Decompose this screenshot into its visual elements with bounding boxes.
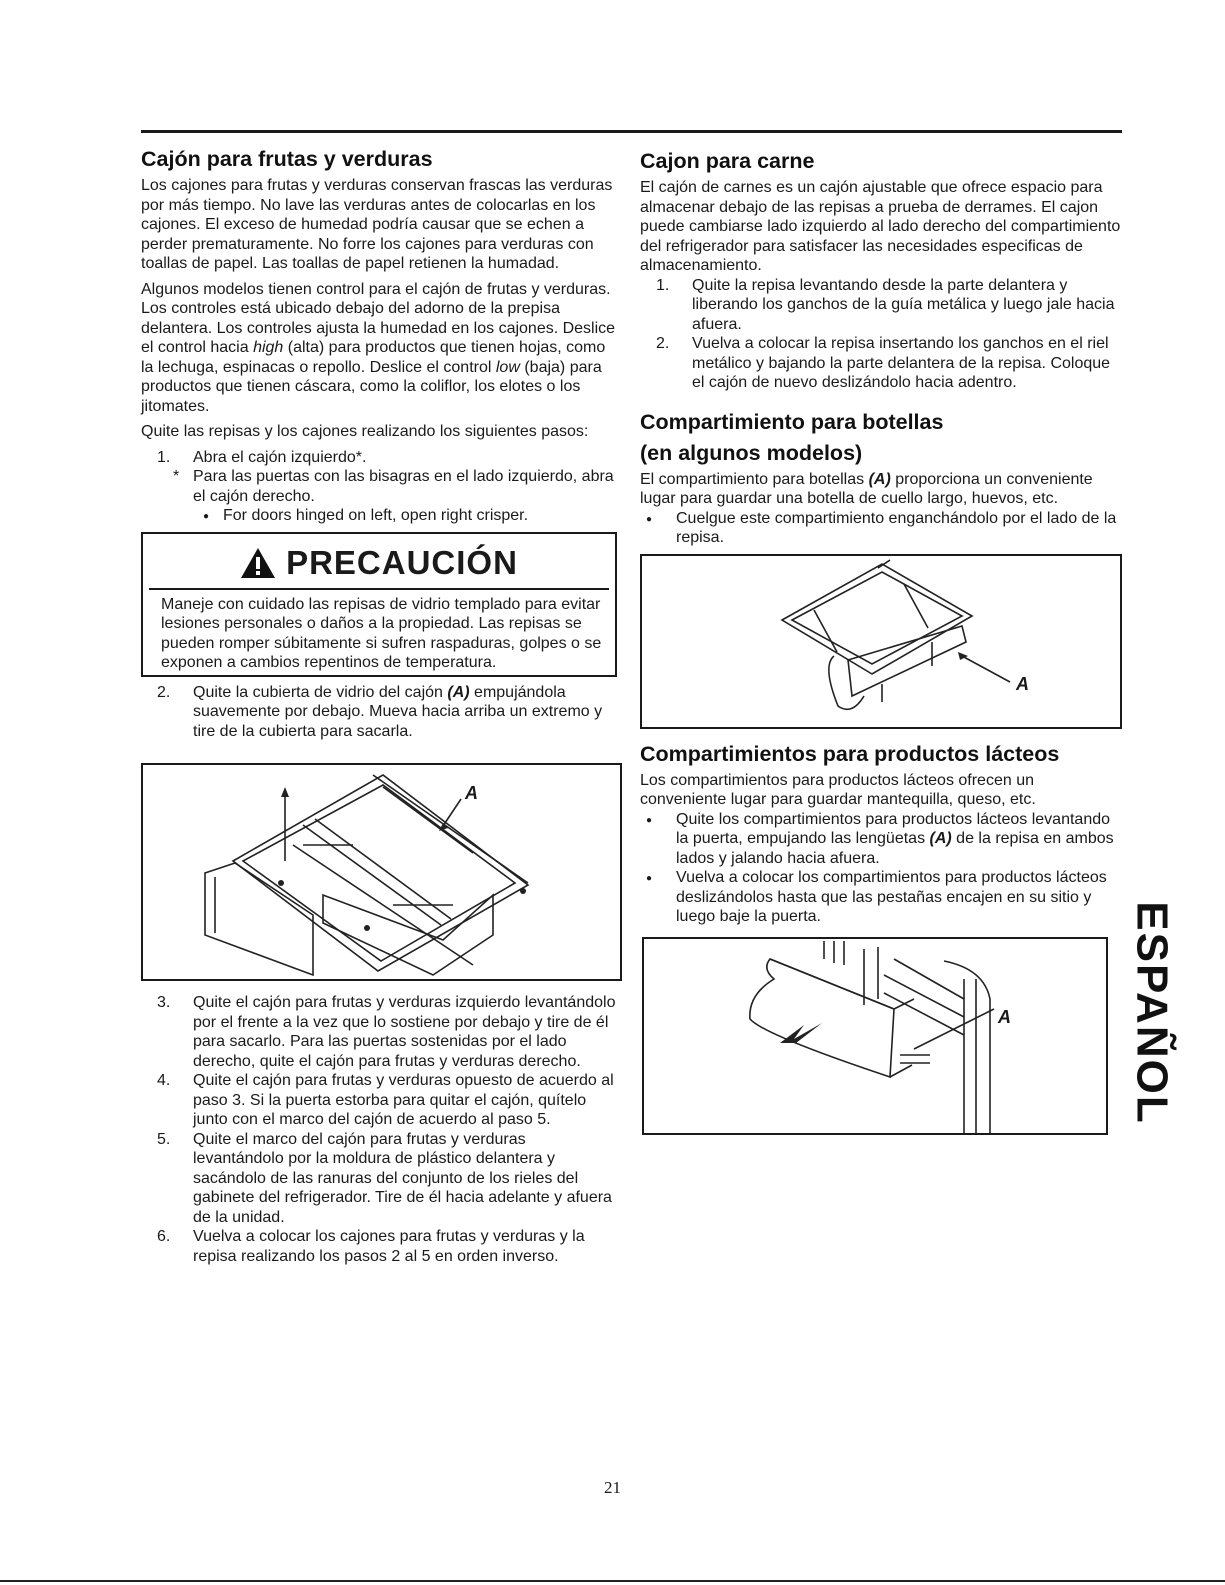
step-2: 2. Quite la cubierta de vidrio del cajón (A) empujándola suavemente por debajo. Mueva hacia arriba un extremo y tire de la cubierta para sacarla.: [157, 683, 603, 740]
step-5: 5. Quite el marco del cajón para frutas y verduras levantándolo por la moldura de plástico delantera y sacándolo de las ranuras del conjunto de los rieles del gabinete del refrigerador. Tire de él hacia adelante y afuera de la unidad.: [157, 1130, 612, 1226]
hinge-bullet: ● For doors hinged on left, open right crisper.: [203, 507, 529, 524]
bottom-rule: [0, 1580, 1225, 1582]
caution-title: PRECAUCIÓN: [286, 543, 518, 581]
dairy-heading: Compartimientos para productos lácteos: [640, 741, 1060, 766]
caution-box: [141, 532, 617, 677]
meat-step-2: 2. Vuelva a colocar la repisa insertando los ganchos en el riel metálico y bajando la parte delantera de la repisa. Coloque el cajón de nuevo deslizándolo hacia adentro.: [656, 335, 1111, 391]
bottle-bullet: ● Cuelgue este compartimiento enganchándolo por el lado de la repisa.: [646, 509, 1117, 546]
dairy-bullet-replace: ● Vuelva a colocar los compartimientos para productos lácteos deslizándolos hasta que las pestañas encajen en su sitio y luego baje la puerta.: [646, 869, 1107, 925]
right-column: [640, 146, 1122, 1135]
language-tab: ESPAÑOL: [1128, 900, 1177, 1125]
left-column: [141, 146, 617, 1270]
page-number: 21: [604, 1478, 621, 1497]
bottle-figure: [640, 554, 1122, 729]
crisper-heading: Cajón para frutas y verduras: [141, 147, 433, 171]
step-6: 6. Vuelva a colocar los cajones para frutas y verduras y la repisa realizando los pasos 2 al 5 en orden inverso.: [157, 1228, 585, 1265]
meat-drawer-heading: Cajon para carne: [640, 149, 815, 173]
step-3: 3. Quite el cajón para frutas y verduras izquierdo levantándolo por el frente a la vez que lo sostiene por debajo y tire de él para sacarlo. Para las puertas sostenidas por el lado derecho, quite el cajón para frutas y verduras derecho.: [157, 994, 616, 1070]
caution-text: Maneje con cuidado las repisas de vidrio templado para evitar lesiones personales o daños a la propiedad. Las repisas se pueden romper súbitamente si sufren raspaduras, golpes o se exponen a cambios repentinos de temperatura.: [161, 595, 602, 671]
step-1: 1. Abra el cajón izquierdo*.: [157, 448, 367, 466]
dairy-intro: Los compartimientos para productos lácteos ofrecen un conveniente lugar para guardar mantequilla, queso, etc.: [640, 771, 1036, 808]
crisper-illustration: [143, 765, 620, 979]
crisper-cover-figure: [141, 763, 622, 981]
steps-list-a: [141, 448, 617, 468]
humidity-control-paragraph: Algunos modelos tienen control para el cajón de frutas y verduras. Los controles está ubicado debajo del adorno de la prepisa delantera. Los controles ajusta la humedad en los cajones. Deslice el control hacia high (alta) para productos que tienen hojas, como la lechuga, espinacas o repollo. Deslice el control low (baja) para productos que tienen cáscara, como la coliflor, los elotes o los jitomates.: [141, 280, 616, 415]
removal-intro: Quite las repisas y los cajones realizando los siguientes pasos:: [141, 423, 589, 440]
caution-header: [149, 538, 609, 590]
meat-step-1: 1. Quite la repisa levantando desde la parte delantera y liberando los ganchos de la guía metálica y luego jale hacia afuera.: [656, 276, 1115, 333]
dairy-compartment-illustration: [644, 939, 1106, 1133]
meat-steps-list: [640, 276, 1122, 393]
step-4: 4. Quite el cajón para frutas y verduras opuesto de acuerdo al paso 3. Si la puerta estorba para quitar el cajón, quítelo junto con el marco del cajón de acuerdo al paso 5.: [157, 1072, 614, 1128]
dairy-bullet-remove: ● Quite los compartimientos para productos lácteos levantando la puerta, empujando las lengüetas (A) de la repisa en ambos lados y jalando hacia afuera.: [646, 810, 1114, 867]
bottle-intro: El compartimiento para botellas (A) proporciona un conveniente lugar para guardar una botella de cuello largo, huevos, etc.: [640, 470, 1093, 507]
meat-drawer-intro: El cajón de carnes es un cajón ajustable que ofrece espacio para almacenar debajo de las repisas a prueba de derrames. El cajon puede cambiarse lado izquierdo al lado derecho del compartimiento del refrigerador para satisfacer las necesidades especificas de almacenamiento.: [640, 179, 1121, 274]
figure-label-a: A: [998, 1006, 1011, 1027]
top-rule: [141, 130, 1122, 133]
steps-list-b: [141, 683, 617, 742]
hinge-note: * Para las puertas con las bisagras en el lado izquierdo, abra el cajón derecho.: [173, 468, 614, 505]
crisper-intro: Los cajones para frutas y verduras conservan frascas las verduras por más tiempo. No lave las verduras antes de colocarlas en los cajones. El exceso de humedad podría causar que se echen a perder prematuramente. No forre los cajones para verduras con toallas de papel. Las toallas de papel retienen la humadad.: [141, 177, 613, 272]
bottle-heading-line1: Compartimiento para botellas: [640, 409, 944, 434]
figure-label-a: A: [465, 783, 478, 803]
warning-icon: [240, 547, 276, 579]
figure-label-a: A: [1016, 673, 1029, 694]
bottle-heading-line2: (en algunos modelos): [640, 440, 863, 465]
dairy-figure: [642, 937, 1108, 1135]
bottle-holder-illustration: [642, 556, 1120, 727]
steps-list-c: [141, 993, 617, 1266]
